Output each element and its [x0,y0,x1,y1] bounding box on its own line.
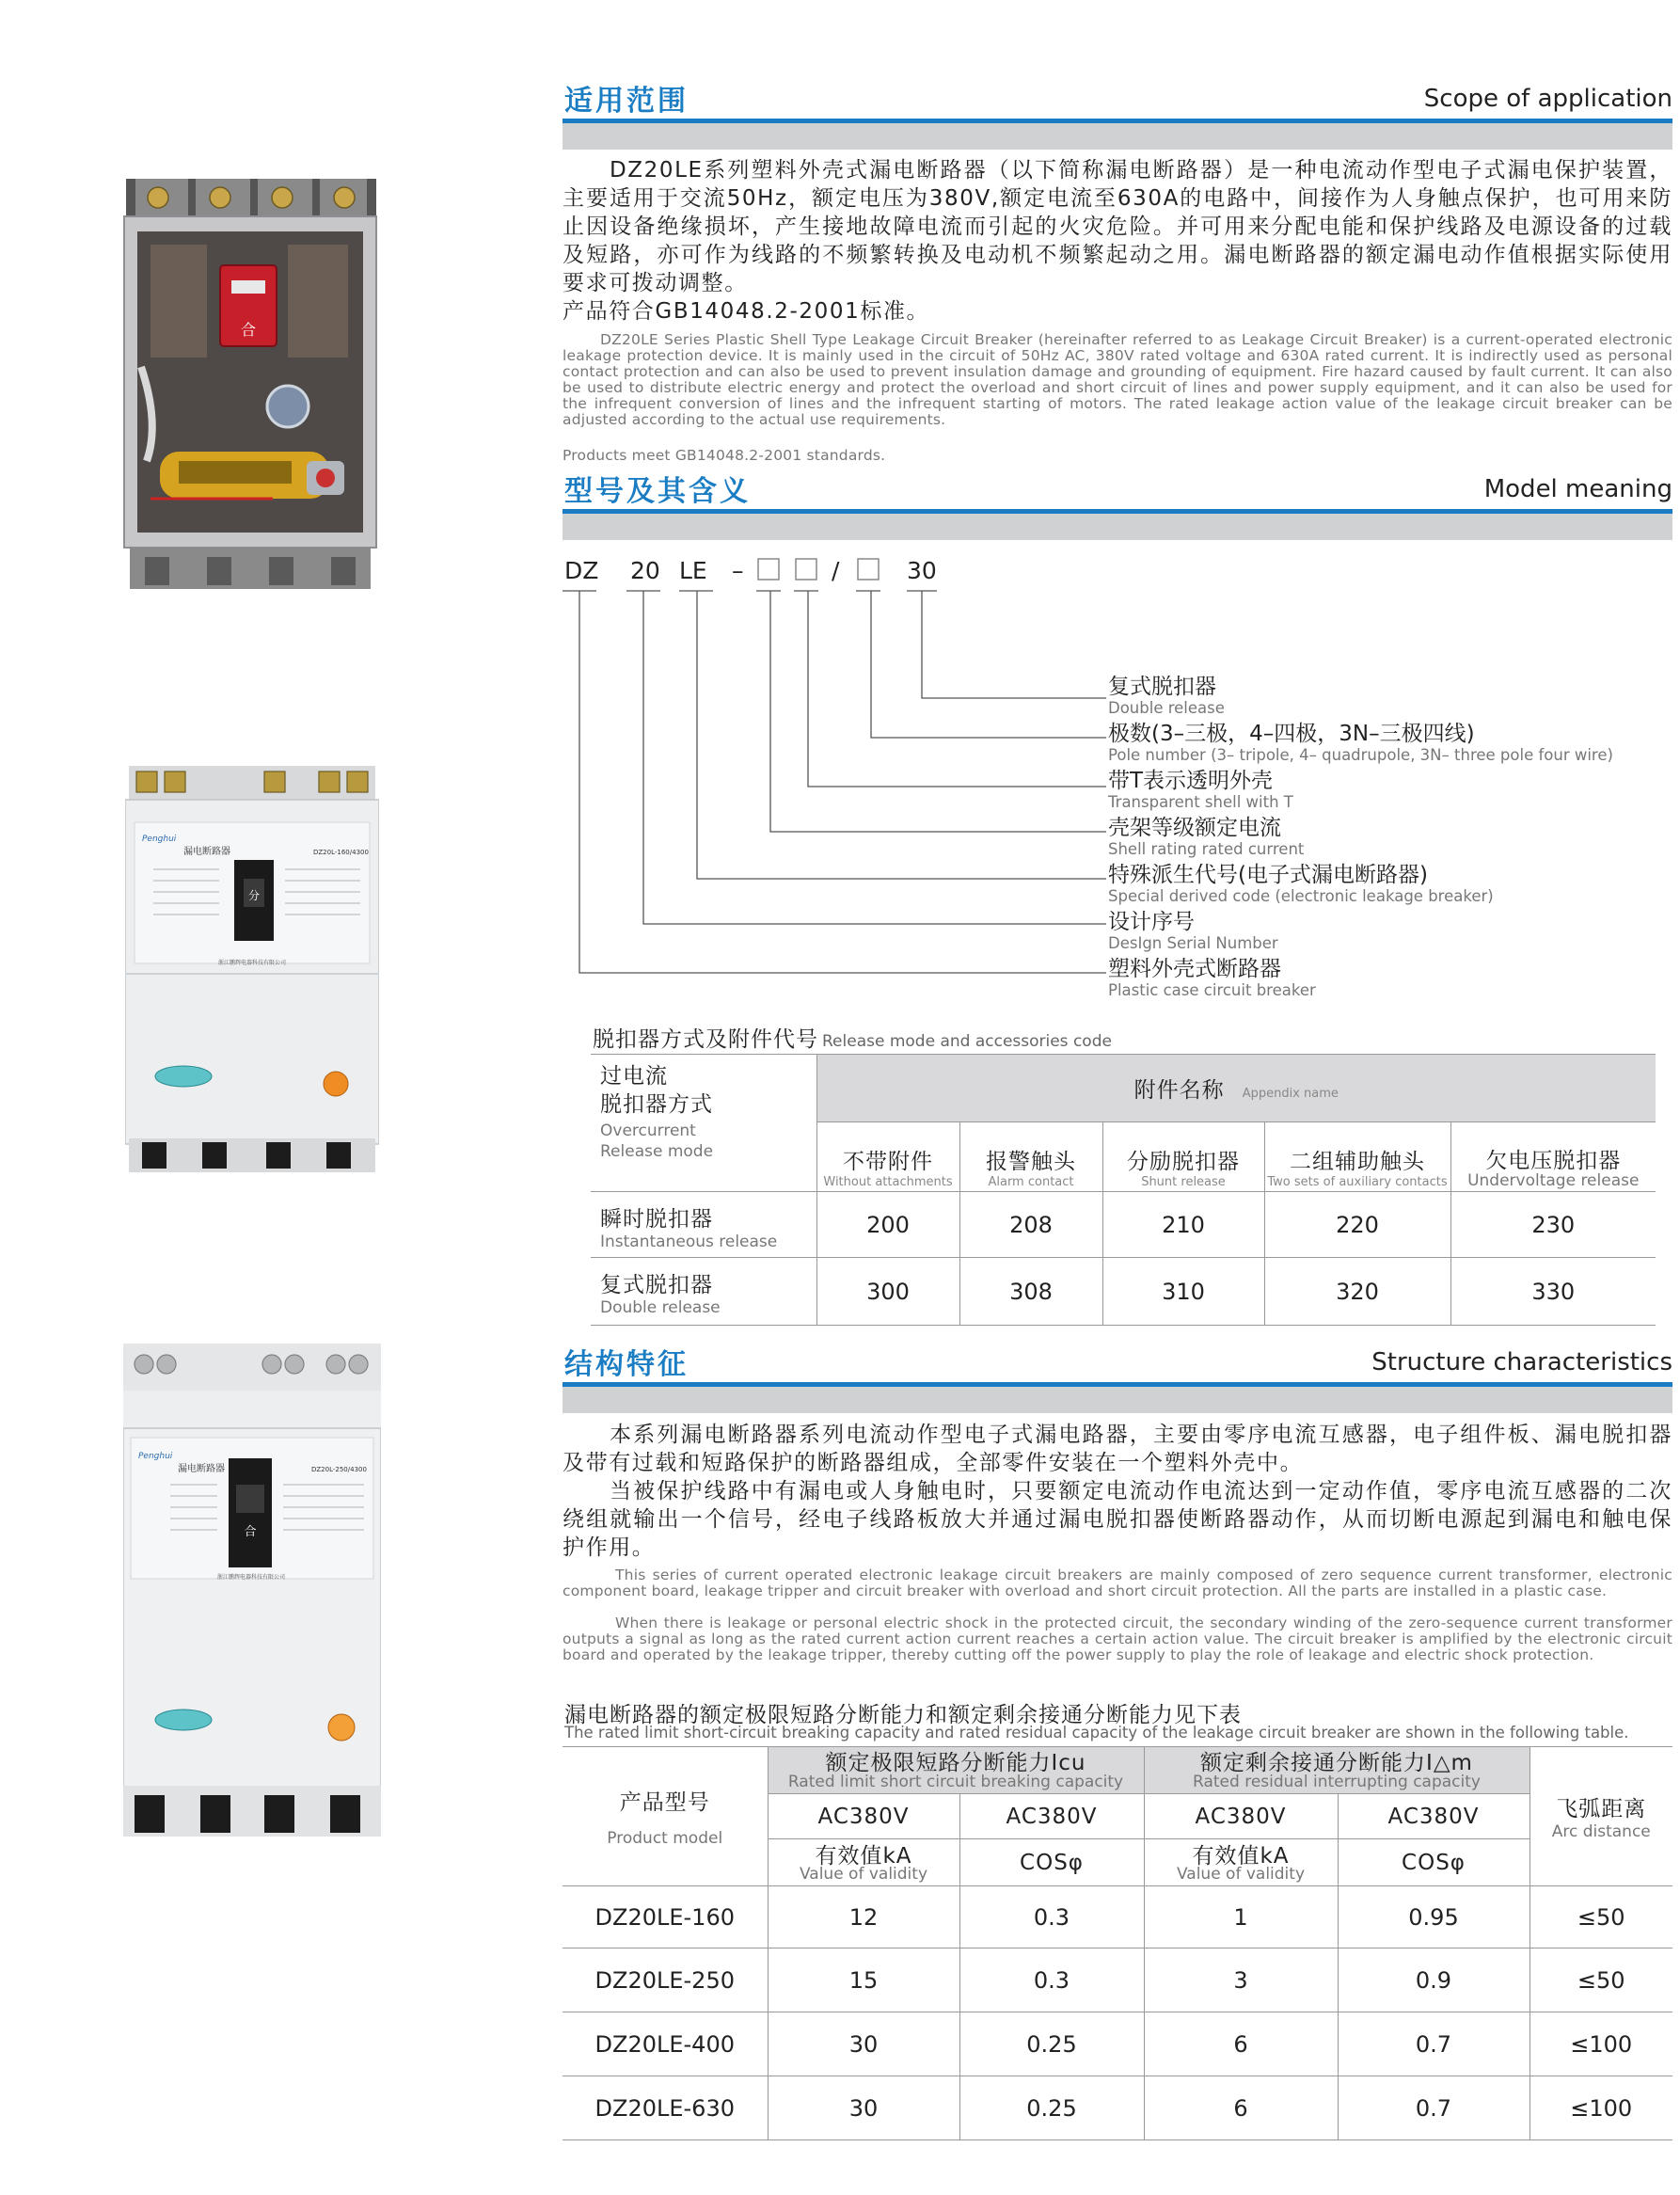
im-cos-voltage: AC380V [1338,1794,1529,1839]
im-voltage: AC380V [1144,1794,1338,1839]
cell-value: 208 [959,1192,1102,1258]
product-photo-transparent-breaker [122,179,378,589]
cell-value: 0.95 [1338,1886,1529,1948]
cell-value: 6 [1144,2012,1338,2076]
cell-model: DZ20LE-160 [563,1886,768,1948]
handle-off-label: 分 [247,889,261,902]
cell-value: 0.7 [1338,2012,1529,2076]
cell-model: DZ20LE-400 [563,2012,768,2076]
im-group-header: 额定剩余接通分断能力I△m Rated residual interrupting capacity [1144,1747,1529,1794]
label-model: DZ20L-160/4300 [313,849,369,856]
cell-value: 3 [1144,1948,1338,2012]
meaning-cn-plastic-case: 塑料外壳式断路器 [1108,957,1281,981]
cell-value: 0.25 [959,2012,1144,2076]
im-cos-header: COSφ [1338,1839,1529,1886]
handle-on-label-2: 合 [244,1525,257,1539]
col-header-undervoltage: 欠电压脱扣器 Undervoltage release [1450,1122,1656,1192]
cell-value: 30 [768,2012,959,2076]
cell-value: 15 [768,1948,959,2012]
stub-header-cn: 过电流 脱扣器方式 [600,1064,713,1117]
meaning-en-transparent: Transparent shell with T [1108,793,1293,811]
release-mode-table [591,1054,1656,1326]
cell-model: DZ20LE-630 [563,2076,768,2140]
col-header-shunt: 分励脱扣器 Shunt release [1102,1122,1264,1192]
model-part-slash: / [832,557,840,584]
meaning-en-poles: Pole number (3– tripole, 4– quadrupole, 3N– three pole four wire) [1108,746,1613,764]
meaning-en-derived-code: Special derived code (electronic leakage breaker) [1108,887,1494,905]
cell-value: 0.7 [1338,2076,1529,2140]
model-code-diagram [563,546,1672,1016]
section-header-structure [563,1341,1672,1403]
model-part-dash: – [732,557,744,584]
structure-text-en-1: This series of current operated electronic leakage circuit breakers are mainly composed of zero sequence current transformer, electronic component board, leakage tripper and circuit breaker with overload and short circuit protection. All the parts are installed in a plastic case. [563,1567,1672,1599]
cell-value: 0.9 [1338,1948,1529,2012]
cell-value: 0.25 [959,2076,1144,2140]
brand-logo-2: Penghui [138,1452,173,1461]
scope-standard-en: Products meet GB14048.2-2001 standards. [563,447,886,464]
section-header-model [563,468,1672,530]
cell-model: DZ20LE-250 [563,1948,768,2012]
arc-header: 飞弧距离 Arc distance [1529,1747,1672,1886]
cell-value: 200 [816,1192,959,1258]
col-header-no-attach: 不带附件 Without attachments [816,1122,959,1192]
table-row [563,2012,1672,2076]
icu-voltage: AC380V [768,1794,959,1839]
cell-value: 30 [768,2076,959,2140]
row-header-double: 复式脱扣器 Double release [591,1258,816,1326]
label-company-2: 浙江鹏辉电器科技有限公司 [216,1574,286,1581]
product-photo-dz20l-250 [123,1344,381,1837]
cell-value: 220 [1264,1192,1450,1258]
cell-value: 300 [816,1258,959,1326]
cell-arc: ≤100 [1529,2076,1672,2140]
stub-header-en: Overcurrent Release mode [600,1121,714,1161]
model-part-30: 30 [907,557,937,584]
cell-value: 308 [959,1258,1102,1326]
capacity-table [563,1746,1672,2140]
icu-cos-header: COSφ [959,1839,1144,1886]
cell-value: 1 [1144,1886,1338,1948]
meaning-cn-derived-code: 特殊派生代号(电子式漏电断路器) [1108,863,1428,887]
label-product-name: 漏电断路器 [183,847,230,857]
cell-value: 330 [1450,1258,1656,1326]
stub-header [591,1055,816,1192]
meaning-en-shell-rating: Shell rating rated current [1108,840,1305,858]
meaning-cn-transparent: 带T表示透明外壳 [1108,769,1274,793]
release-table-title [593,1022,1112,1053]
section-title-en: Structure characteristics [1371,1348,1672,1376]
handle-on-label: 合 [240,321,257,339]
row-header-instant: 瞬时脱扣器 Instantaneous release [591,1192,816,1258]
table-row [591,1192,1656,1258]
icu-eff-header: 有效值kA Value of validity [768,1839,959,1886]
model-box-poles [858,559,879,580]
icu-cos-voltage: AC380V [959,1794,1144,1839]
model-header: 产品型号 Product model [563,1747,768,1886]
col-header-aux: 二组辅助触头 Two sets of auxiliary contacts [1264,1122,1450,1192]
section-band [563,123,1672,150]
im-eff-header: 有效值kA Value of validity [1144,1839,1338,1886]
structure-text-en-2: When there is leakage or personal electric shock in the protected circuit, the secondary winding of the zero-sequence current transformer outputs a signal as long as the rated current action current reaches a certain action value. The circuit breaker is amplified by the electronic circuit board and operated by the leakage tripper, thereby cutting off the power supply to play the role of leakage and electric shock protection. [563,1614,1672,1663]
section-title-cn: 型号及其含义 [564,475,751,508]
section-title-cn: 适用范围 [564,85,689,118]
release-table-title-en: Release mode and accessories code [822,1032,1112,1051]
structure-text-cn-2: 当被保护线路中有漏电或人身触电时，只要额定电流动作电流达到一定动作值，零序电流互感器的二次绕组就输出一个信号，经电子线路板放大并通过漏电脱扣器使断路器动作，从而切断电源起到漏电和触电保护作用。 [563,1479,1672,1560]
cell-value: 320 [1264,1258,1450,1326]
model-part-le: LE [679,557,707,584]
icu-group-header: 额定极限短路分断能力Icu Rated limit short circuit breaking capacity [768,1747,1144,1794]
label-company: 浙江鹏辉电器科技有限公司 [217,960,287,966]
section-header-scope [563,77,1672,139]
release-table-title-cn: 脱扣器方式及附件代号 [593,1027,818,1052]
section-band [563,1387,1672,1413]
cell-value: 310 [1102,1258,1264,1326]
cell-arc: ≤50 [1529,1948,1672,2012]
section-title-en: Model meaning [1483,475,1672,503]
cell-value: 230 [1450,1192,1656,1258]
meaning-en-double-release: Double release [1108,699,1225,717]
appendix-group-cn: 附件名称 [1133,1078,1225,1103]
label-model-2: DZ20L-250/4300 [311,1466,367,1473]
cell-arc: ≤100 [1529,2012,1672,2076]
model-box-shell-rating [758,559,779,580]
cell-arc: ≤50 [1529,1886,1672,1948]
label-product-name-2: 漏电断路器 [178,1464,225,1474]
cell-value: 0.3 [959,1886,1144,1948]
section-title-cn: 结构特征 [564,1348,689,1381]
capacity-table-title-cn: 漏电断路器的额定极限短路分断能力和额定剩余接通分断能力见下表 [564,1703,1242,1727]
meaning-en-serial: DesIgn Serial Number [1108,934,1278,952]
model-part-20: 20 [630,557,660,584]
model-box-transparent [796,559,816,580]
scope-standard-cn: 产品符合GB14048.2-2001标准。 [563,299,930,324]
appendix-group-header [816,1055,1656,1122]
cell-value: 0.3 [959,1948,1144,2012]
col-header-alarm: 报警触头 Alarm contact [959,1122,1102,1192]
product-photo-dz20l-160 [125,766,379,1172]
meaning-cn-double-release: 复式脱扣器 [1108,675,1216,699]
cell-value: 210 [1102,1192,1264,1258]
brand-logo: Penghui [142,835,177,844]
meaning-en-plastic-case: Plastic case circuit breaker [1108,981,1316,999]
capacity-table-title-en: The rated limit short-circuit breaking capacity and rated residual capacity of the leakage circuit breaker are shown in the following table. [564,1724,1629,1742]
cell-value: 12 [768,1886,959,1948]
table-row [591,1258,1656,1326]
scope-text-en: DZ20LE Series Plastic Shell Type Leakage Circuit Breaker (hereinafter referred to as Leakage Circuit Breaker) is a current-operated electronic leakage protection device. It is mainly used in the circuit of 50Hz AC, 380V rated voltage and 630A rated current. It is indirectly used as personal contact protection and can also be used to prevent insulation damage and grounding of equipment. Fire hazard caused by fault current. It can also be used to distribute electric energy and protect the overload and short circuit of lines and power supply equipment, and it can also be used for the infrequent conversion of lines and the infrequent starting of motors. The rated leakage action value of the leakage circuit breaker can be adjusted according to the actual use requirements. [563,331,1672,428]
section-title-en: Scope of application [1423,85,1672,113]
table-row [563,2076,1672,2140]
scope-text-cn: DZ20LE系列塑料外壳式漏电断路器（以下简称漏电断路器）是一种电流动作型电子式漏电保护装置，主要适用于交流50Hz，额定电压为380V,额定电流至630A的电路中，间接作为人身触点保护，也可用来防止因设备绝缘损坏，产生接地故障电流而引起的火灾危险。并可用来分配电能和保护线路及电源设备的过载及短路，亦可作为线路的不频繁转换及电动机不频繁起动之用。漏电断路器的额定漏电动作值根据实际使用要求可拨动调整。 [563,158,1672,295]
model-part-dz: DZ [564,557,599,584]
table-row [563,1886,1672,1948]
meaning-cn-serial: 设计序号 [1108,910,1195,934]
cell-value: 6 [1144,2076,1338,2140]
table-row [563,1948,1672,2012]
appendix-group-en: Appendix name [1242,1087,1339,1101]
structure-text-cn-1: 本系列漏电断路器系列电流动作型电子式漏电路器，主要由零序电流互感器，电子组件板、漏电脱扣器及带有过载和短路保护的断路器组成，全部零件安装在一个塑料外壳中。 [563,1423,1672,1475]
meaning-cn-poles: 极数(3–三极，4–四极，3N–三极四线) [1108,722,1475,746]
meaning-cn-shell-rating: 壳架等级额定电流 [1108,816,1281,840]
section-band [563,514,1672,540]
